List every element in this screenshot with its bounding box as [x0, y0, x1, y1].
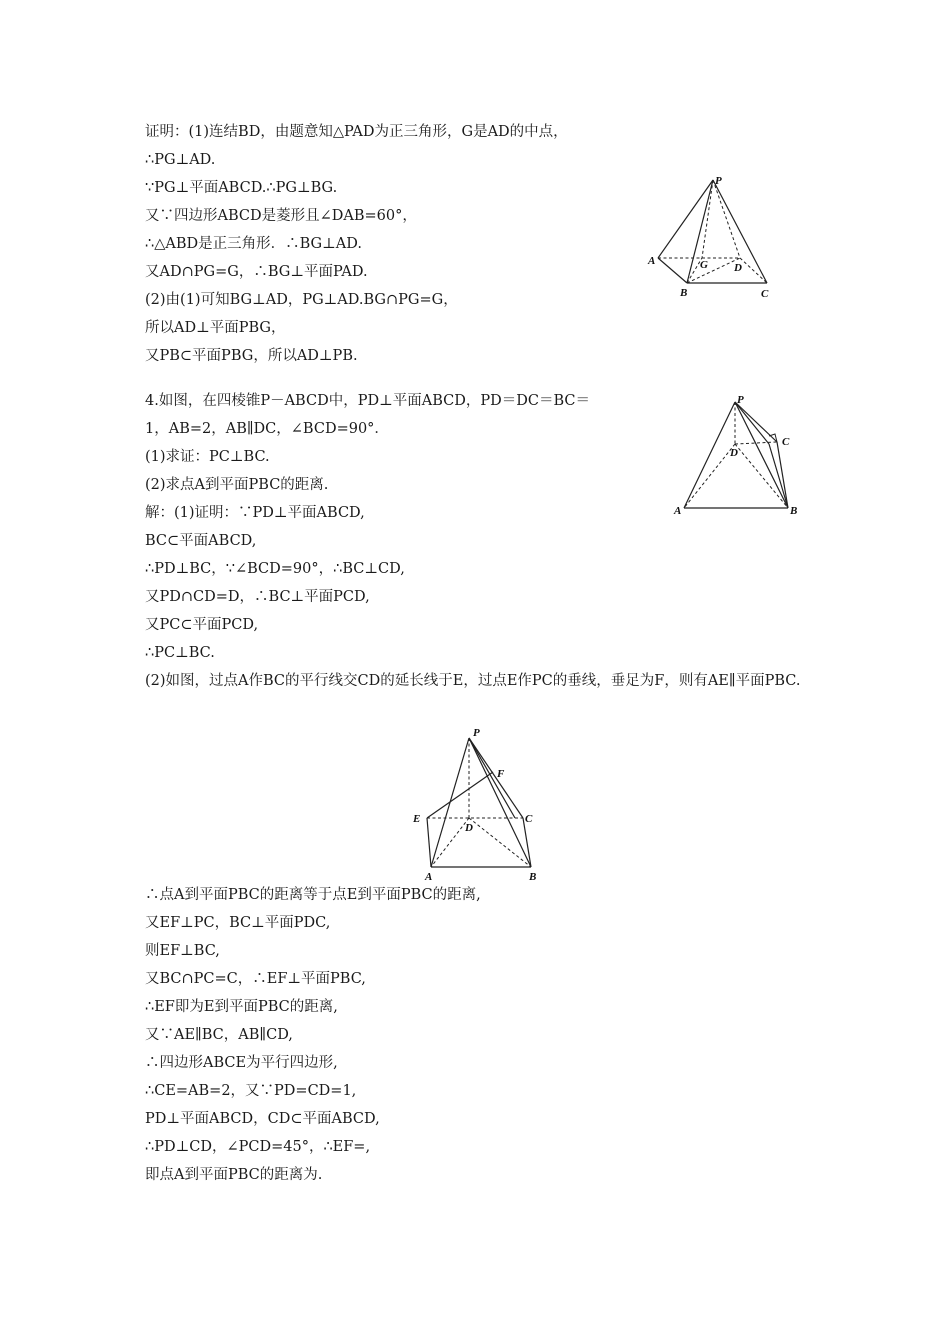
pyramid-figure-1	[645, 170, 785, 305]
distance-line-10: ∴PD⊥CD，∠PCD=45°，∴EF=,	[145, 1139, 371, 1155]
fig3-label-e: E	[413, 813, 421, 825]
proof-line-9: 又PB⊂平面PBG，所以AD⊥PB.	[145, 348, 358, 364]
fig3-label-d: D	[465, 822, 473, 834]
distance-line-11: 即点A到平面PBC的距离为.	[145, 1167, 323, 1183]
fig1-label-g: G	[700, 259, 708, 271]
distance-line-3: 则EF⊥BC,	[145, 943, 220, 959]
problem4-part2-intro: (2)如图，过点A作BC的平行线交CD的延长线于E，过点E作PC的垂线，垂足为F，则有AE∥平面PBC.	[145, 673, 801, 689]
problem4-line-6: BC⊂平面ABCD,	[145, 533, 257, 549]
fig2-label-c: C	[782, 436, 790, 448]
fig3-label-c: C	[525, 813, 533, 825]
problem4-line-4: (2)求点A到平面PBC的距离.	[145, 477, 329, 493]
fig1-label-c: C	[761, 288, 769, 300]
problem4-line-1: 4.如图，在四棱锥P－ABCD中，PD⊥平面ABCD，PD＝DC＝BC＝	[145, 393, 590, 409]
distance-line-1: ∴点A到平面PBC的距离等于点E到平面PBC的距离,	[145, 887, 481, 903]
proof-line-6: 又AD∩PG=G，∴BG⊥平面PAD.	[145, 264, 368, 280]
problem4-line-9: 又PC⊂平面PCD,	[145, 617, 259, 633]
problem4-line-5: 解：(1)证明：∵PD⊥平面ABCD,	[145, 505, 365, 521]
proof-line-7: (2)由(1)可知BG⊥AD，PG⊥AD.BG∩PG=G，	[145, 292, 458, 308]
fig3-label-a: A	[425, 871, 433, 882]
distance-line-7: ∴四边形ABCE为平行四边形,	[145, 1055, 338, 1071]
proof-line-3: ∵PG⊥平面ABCD.∴PG⊥BG.	[145, 180, 338, 196]
fig1-label-a: A	[648, 255, 656, 267]
fig2-label-b: B	[790, 505, 798, 517]
pyramid-figure-3	[405, 722, 550, 882]
distance-line-8: ∴CE=AB=2，又∵PD=CD=1,	[145, 1083, 357, 1099]
proof-line-4: 又∵四边形ABCD是菱形且∠DAB=60°，	[145, 208, 417, 224]
pyramid-figure-2	[670, 390, 810, 520]
proof-line-1: 证明：(1)连结BD，由题意知△PAD为正三角形，G是AD的中点，	[145, 124, 568, 140]
fig1-label-d: D	[734, 262, 742, 274]
fig3-label-p: P	[473, 727, 480, 739]
problem4-line-8: 又PD∩CD=D，∴BC⊥平面PCD,	[145, 589, 370, 605]
fig3-label-b: B	[529, 871, 537, 882]
distance-line-5: ∴EF即为E到平面PBC的距离,	[145, 999, 338, 1015]
problem4-line-7: ∴PD⊥BC，∵∠BCD=90°，∴BC⊥CD,	[145, 561, 405, 577]
proof-line-2: ∴PG⊥AD.	[145, 152, 216, 168]
proof-line-5: ∴△ABD是正三角形．∴BG⊥AD.	[145, 236, 362, 252]
problem4-line-2: 1，AB=2，AB∥DC，∠BCD=90°．	[145, 421, 389, 437]
distance-line-6: 又∵AE∥BC，AB∥CD,	[145, 1027, 293, 1043]
distance-line-2: 又EF⊥PC，BC⊥平面PDC,	[145, 915, 331, 931]
problem4-line-10: ∴PC⊥BC.	[145, 645, 215, 661]
fig2-label-a: A	[674, 505, 682, 517]
fig2-label-d: D	[730, 447, 738, 459]
fig1-label-p: P	[715, 175, 722, 187]
distance-line-9: PD⊥平面ABCD，CD⊂平面ABCD,	[145, 1111, 380, 1127]
problem4-line-3: (1)求证：PC⊥BC.	[145, 449, 270, 465]
proof-line-8: 所以AD⊥平面PBG，	[145, 320, 286, 336]
distance-line-4: 又BC∩PC=C，∴EF⊥平面PBC,	[145, 971, 366, 987]
fig1-label-b: B	[680, 287, 688, 299]
fig3-label-f: F	[497, 768, 505, 780]
fig2-label-p: P	[737, 394, 744, 406]
